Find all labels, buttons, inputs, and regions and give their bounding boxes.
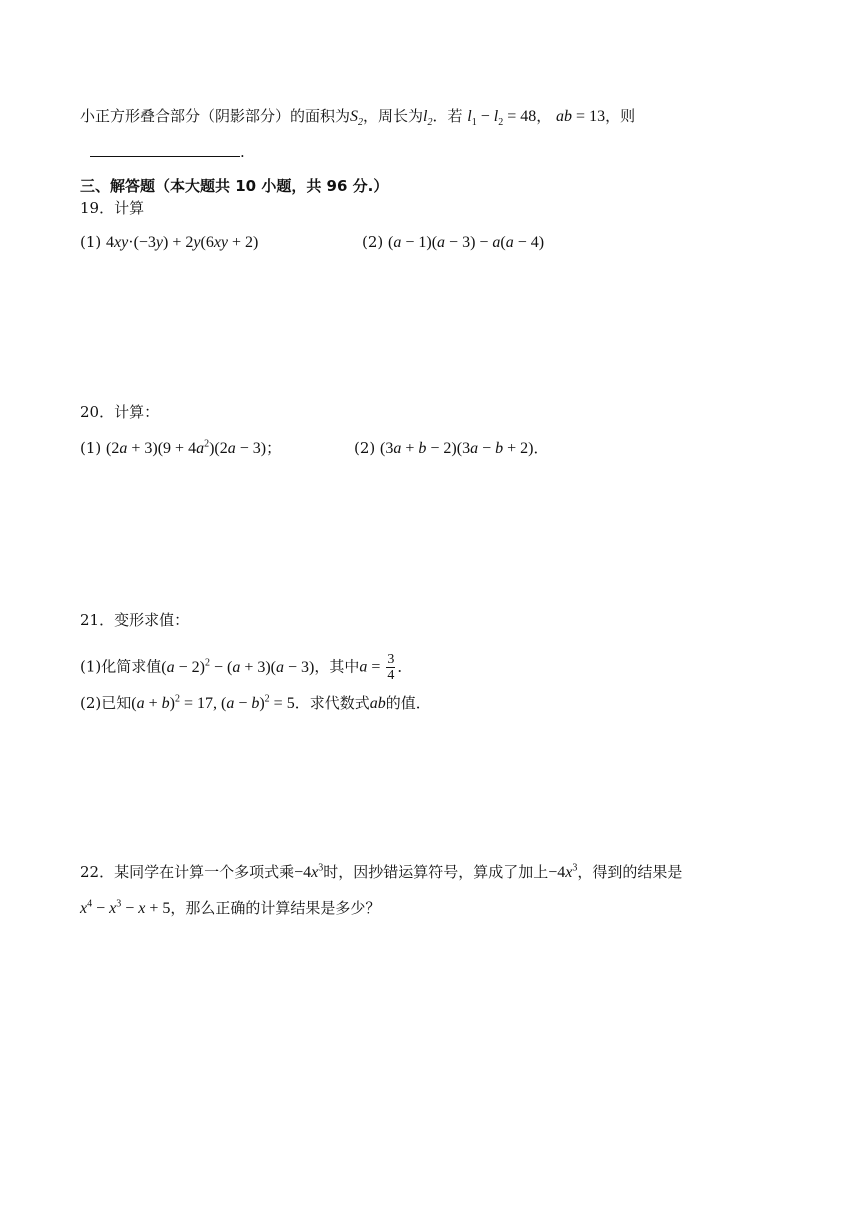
q19-label: 19．计算 bbox=[80, 199, 145, 217]
q20-part1-label: (1) bbox=[80, 439, 102, 457]
q21-expr1: $(a - 2)^2 - (a + 3)(a - 3)$ bbox=[161, 657, 315, 676]
q19-part2-label: (2) bbox=[362, 233, 384, 251]
answer-blank[interactable] bbox=[90, 142, 240, 157]
section-heading: 三、解答题（本大题共 10 小题，共 96 分.） bbox=[80, 177, 389, 195]
q21-part1-mid: ，其中 bbox=[314, 657, 360, 676]
q21-expr2: $(a + b)^2 = 17$, $(a - b)^2 = 5$ bbox=[131, 693, 295, 712]
perimeter-difference-equation: $l_1 - l_2 = 48$ bbox=[467, 108, 537, 129]
wrong-result-polynomial: $x^4 - x^3 - x + 5$ bbox=[80, 898, 171, 917]
monomial-neg-4x3-second: $-4x^3$ bbox=[548, 862, 578, 881]
q22-text-3: ，得到的结果是 bbox=[577, 863, 683, 881]
monomial-neg-4x3: $-4x^3$ bbox=[294, 862, 324, 881]
expression-ab: ab bbox=[369, 695, 386, 712]
q20-part2-end: ． bbox=[533, 439, 549, 457]
q22-text-1: 22．某同学在计算一个多项式乘 bbox=[80, 863, 295, 881]
q21-part1 bbox=[80, 652, 412, 683]
q18-line1 bbox=[80, 106, 635, 127]
q18-text-1: 小正方形叠合部分（阴影部分）的面积为 bbox=[80, 107, 351, 125]
answer-period: . bbox=[240, 143, 245, 161]
fraction-denominator: 4 bbox=[387, 668, 395, 683]
variable-a: a bbox=[359, 658, 368, 676]
q18-answer-line bbox=[90, 142, 245, 162]
q20-label: 20．计算： bbox=[80, 403, 160, 421]
q21-part1-end: ． bbox=[397, 657, 413, 676]
fraction-three-quarters bbox=[386, 652, 395, 683]
q21-label: 21．变形求值： bbox=[80, 611, 190, 629]
q19-expr2: (a − 1)(a − 3) − a(a − 4) bbox=[388, 234, 545, 251]
q20-expr2: (3a + b − 2)(3a − b + 2) bbox=[380, 440, 534, 457]
q22-line1 bbox=[80, 862, 682, 883]
l2-symbol: $l_2$ bbox=[423, 108, 433, 129]
q20-expr1: $(2a + 3)(9 + 4a^2)(2a - 3)$ bbox=[106, 438, 267, 457]
q18-text-2: ，周长为 bbox=[363, 107, 424, 125]
q20-part1-end: ； bbox=[266, 439, 282, 457]
equals-sign: = bbox=[367, 658, 385, 676]
q21-part1-text: 化简求值 bbox=[101, 657, 162, 676]
q21-part2-end: 的值． bbox=[385, 694, 431, 712]
ab-equation: ab = 13 bbox=[556, 108, 606, 125]
q18-text-5: ，则 bbox=[605, 107, 636, 125]
q20-part2-label: (2) bbox=[354, 439, 376, 457]
q21-part1-label: (1) bbox=[80, 657, 102, 676]
q21-part2-mid: ．求代数式 bbox=[294, 694, 370, 712]
q22-text-4: ，那么正确的计算结果是多少？ bbox=[170, 899, 381, 917]
q20-part1 bbox=[80, 438, 281, 459]
q22-text-2: 时，因抄错运算符号，算成了加上 bbox=[323, 863, 549, 881]
q19-part1 bbox=[80, 232, 258, 253]
q21-part2-label: (2) bbox=[80, 694, 102, 712]
fraction-numerator: 3 bbox=[387, 652, 395, 667]
q18-text-3: ．若 bbox=[432, 107, 463, 125]
q19-part1-label: (1) bbox=[80, 233, 102, 251]
q21-part2 bbox=[80, 693, 431, 714]
q20-part2 bbox=[354, 438, 548, 459]
q22-line2 bbox=[80, 898, 380, 919]
q19-expr1: 4xy·(−3y) + 2y(6xy + 2) bbox=[106, 234, 259, 251]
q19-part2 bbox=[362, 232, 544, 253]
q18-text-4: ， bbox=[536, 107, 552, 125]
q21-part2-text: 已知 bbox=[101, 694, 132, 712]
s2-symbol: $S_2$ bbox=[350, 108, 364, 129]
